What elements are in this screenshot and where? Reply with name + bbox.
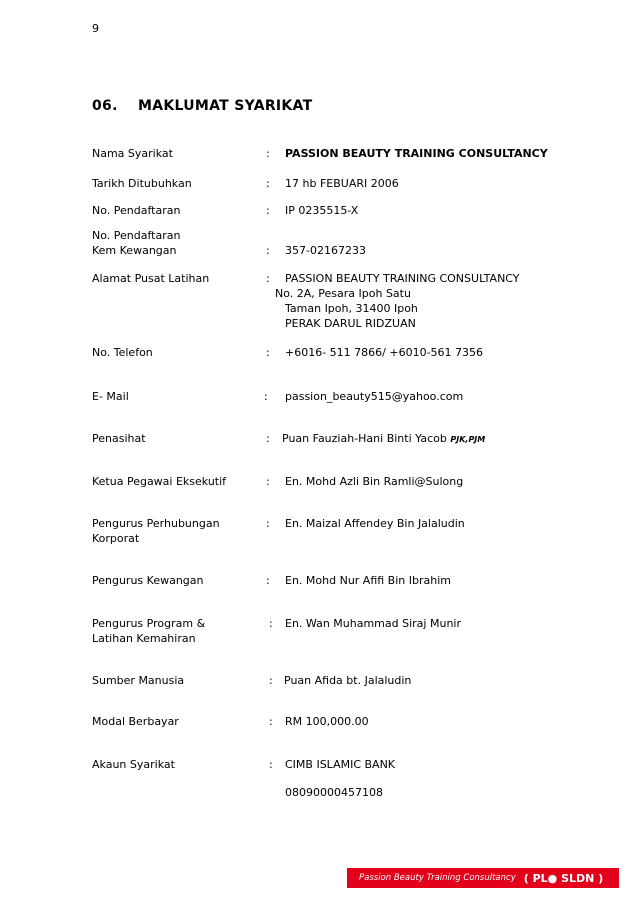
field-label: Ketua Pegawai Eksekutif [92,475,227,488]
field-value: IP 0235515-X [285,204,359,217]
section-heading [92,98,312,114]
row-ketua-pegawai-eksekutif [92,474,612,490]
field-label: Sumber Manusia [92,674,185,687]
colon: : [266,346,270,359]
colon: : [266,244,270,257]
field-label-line: Korporat [92,532,140,545]
row-modal-berbayar [92,714,612,730]
field-label-line: Kem Kewangan [92,244,177,257]
field-label: Nama Syarikat [92,147,173,160]
address-line: Taman Ipoh, 31400 Ipoh [285,302,418,315]
field-value: En. Wan Muhammad Siraj Munir [285,617,461,630]
field-label-line: Pengurus Perhubungan [92,517,220,530]
row-akaun-syarikat [92,757,612,797]
colon: : [269,715,273,728]
field-value: +6016- 511 7866/ +6010-561 7356 [285,346,484,359]
field-label-line: No. Pendaftaran [92,229,181,242]
advisor-title: PJK,PJM [450,435,486,444]
row-sumber-manusia [92,673,612,689]
colon: : [266,475,270,488]
colon: : [266,177,270,190]
footer-company: Passion Beauty Training Consultancy [359,873,516,883]
colon: : [269,617,273,630]
footer-code: ( PL● SLDN ) [523,871,604,885]
field-value: RM 100,000.00 [285,715,369,728]
row-no-telefon [92,345,612,361]
page-number: 9 [92,22,99,35]
row-nama-syarikat [92,146,612,162]
address-line: PERAK DARUL RIDZUAN [285,317,416,330]
field-value: PASSION BEAUTY TRAINING CONSULTANCY [285,147,548,160]
field-label-line: Pengurus Program & [92,617,206,630]
row-pengurus-perhubungan-korporat [92,516,612,548]
colon: : [266,147,270,160]
field-value: 17 hb FEBUARI 2006 [285,177,399,190]
section-title: MAKLUMAT SYARIKAT [138,98,313,114]
email-value: passion_beauty515@yahoo.com [285,390,464,403]
account-number: 08090000457108 [285,786,383,799]
row-pengurus-program-latihan [92,616,612,648]
field-value: En. Maizal Affendey Bin Jalaludin [285,517,465,530]
colon: : [266,272,270,285]
field-label: Penasihat [92,432,146,445]
field-label-line: Latihan Kemahiran [92,632,196,645]
address-line: No. 2A, Pesara Ipoh Satu [275,287,411,300]
row-tarikh-ditubuhkan [92,176,612,192]
row-no-pendaftaran [92,203,612,219]
field-label: No. Telefon [92,346,153,359]
field-value [282,431,485,447]
field-label: Akaun Syarikat [92,758,175,771]
row-alamat-pusat-latihan [92,271,612,333]
field-label: No. Pendaftaran [92,204,181,217]
field-label: Pengurus Kewangan [92,574,204,587]
field-label: Tarikh Ditubuhkan [92,177,192,190]
address-line: PASSION BEAUTY TRAINING CONSULTANCY [285,272,520,285]
field-label [92,516,262,546]
field-label [92,616,262,646]
colon: : [266,517,270,530]
field-value: En. Mohd Nur Afifi Bin Ibrahim [285,574,451,587]
row-no-pendaftaran-kem-kewangan [92,228,612,260]
colon: : [269,674,273,687]
colon: : [266,204,270,217]
row-email [92,389,612,405]
field-value: En. Mohd Azli Bin Ramli@Sulong [285,475,464,488]
footer-banner [347,868,619,888]
field-label: Alamat Pusat Latihan [92,272,210,285]
row-penasihat [92,431,612,447]
section-number: 06. [92,98,118,114]
field-value: Puan Afida bt. Jalaludin [284,674,412,687]
field-label [92,228,262,258]
colon: : [266,432,270,445]
bank-name: CIMB ISLAMIC BANK [285,758,396,771]
colon: : [269,758,273,771]
colon: : [264,390,268,403]
field-value: 357-02167233 [285,244,366,257]
row-pengurus-kewangan [92,573,612,589]
field-label: Modal Berbayar [92,715,179,728]
colon: : [266,574,270,587]
field-label: E- Mail [92,390,129,403]
advisor-name: Puan Fauziah-Hani Binti Yacob [282,432,447,445]
